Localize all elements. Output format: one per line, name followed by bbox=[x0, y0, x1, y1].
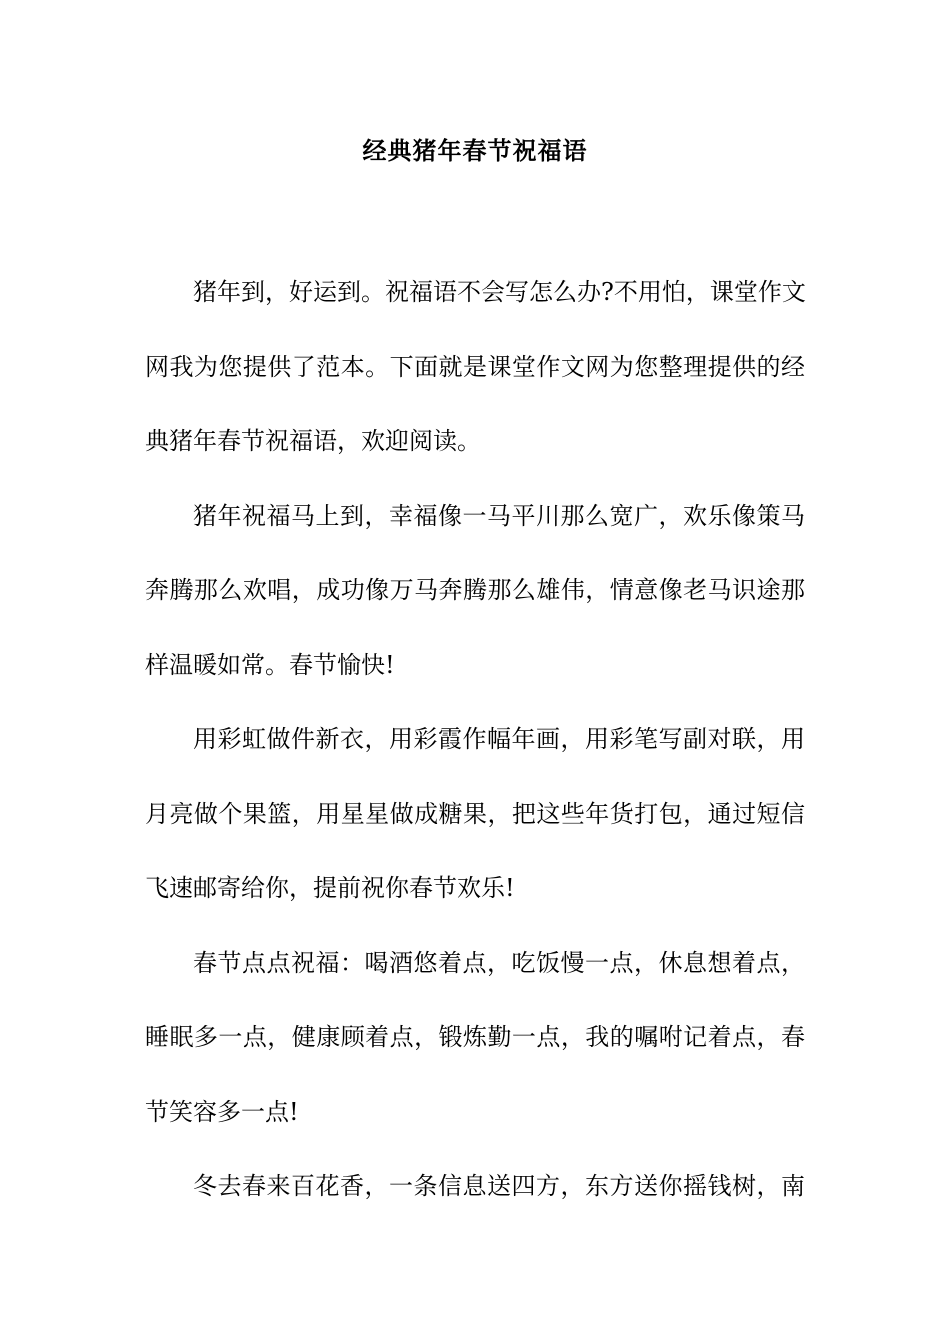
document-body bbox=[145, 255, 805, 1224]
text-line: 样温暖如常。春节愉快! bbox=[145, 650, 395, 679]
text-line: 睡眠多一点，健康顾着点，锻炼勤一点，我的嘱咐记着点，春 bbox=[145, 1023, 805, 1051]
text-line: 冬去春来百花香，一条信息送四方，东方送你摇钱树，南 bbox=[193, 1172, 805, 1200]
text-line: 春节点点祝福：喝酒悠着点，吃饭慢一点，休息想着点， bbox=[193, 948, 805, 977]
text-line: 网我为您提供了范本。下面就是课堂作文网为您整理提供的经 bbox=[145, 352, 805, 381]
text-line: 用彩虹做件新衣，用彩霞作幅年画，用彩笔写副对联，用 bbox=[193, 725, 805, 753]
paragraph bbox=[145, 255, 805, 479]
text-line: 飞速邮寄给你，提前祝你春节欢乐! bbox=[145, 874, 515, 902]
text-line: 猪年祝福马上到，幸福像一马平川那么宽广，欢乐像策马 bbox=[193, 501, 805, 530]
paragraph bbox=[145, 1149, 805, 1224]
paragraph bbox=[145, 479, 805, 703]
paragraph bbox=[145, 702, 805, 926]
text-line: 典猪年春节祝福语，欢迎阅读。 bbox=[145, 427, 481, 455]
text-line: 月亮做个果篮，用星星做成糖果，把这些年货打包，通过短信 bbox=[145, 799, 805, 828]
text-line: 猪年到，好运到。祝福语不会写怎么办?不用怕，课堂作文 bbox=[193, 278, 806, 306]
text-line: 节笑容多一点! bbox=[145, 1097, 299, 1126]
paragraph bbox=[145, 926, 805, 1150]
document-title: 经典猪年春节祝福语 bbox=[362, 136, 588, 165]
text-line: 奔腾那么欢唱，成功像万马奔腾那么雄伟，情意像老马识途那 bbox=[145, 576, 805, 604]
